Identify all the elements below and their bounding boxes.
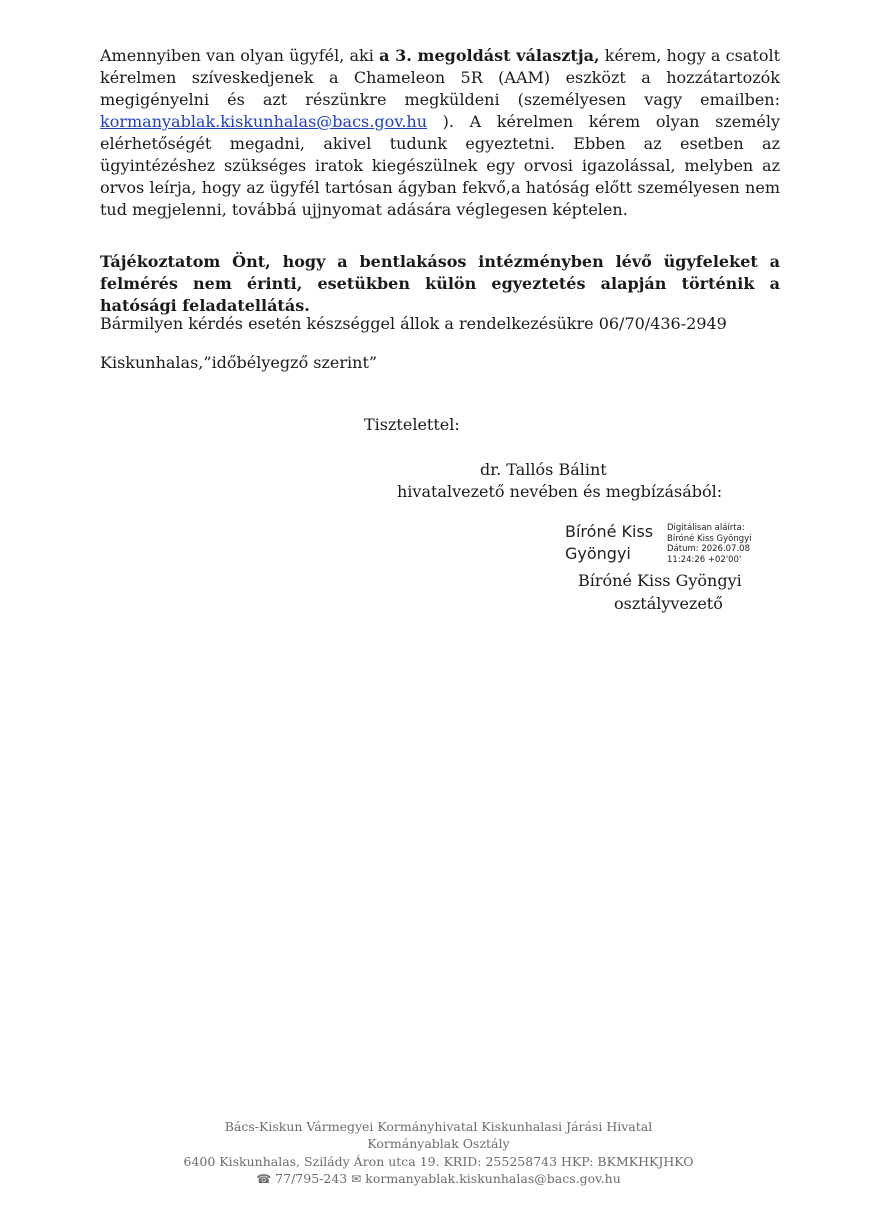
- footer-email: kormanyablak.kiskunhalas@bacs.gov.hu: [365, 1171, 621, 1186]
- sig-name-line2: Gyöngyi: [565, 544, 631, 563]
- signer-title: osztályvezető: [614, 594, 723, 613]
- paragraph-contact: Bármilyen kérdés esetén készséggel állok a rendelkezésükre 06/70/436-2949: [100, 314, 727, 333]
- p1-text-a: Amennyiben van olyan ügyfél, aki: [100, 46, 380, 65]
- signatory-name: dr. Tallós Bálint: [480, 460, 607, 479]
- place-and-date: Kiskunhalas,”időbélyegző szerint”: [100, 353, 378, 372]
- digital-signature-meta: [667, 523, 752, 565]
- p1-text-c: ). A kérelmen kérem olyan személy elérhetőségét megadni, akivel tudunk egyeztetni. Ebben az esetben az ügyintézéshez szükséges iratok kiegészülnek egy orvosi igazolással, melyben az orvos leírja, hogy az ügyfél tartósan ágyban fekvő,a hatóság előtt személyesen nem tud megjelenni, továbbá ujjnyomat adására véglegesen képtelen.: [100, 112, 780, 219]
- footer-address: 6400 Kiskunhalas, Szilády Áron utca 19. KRID: 255258743 HKP: BKMKHKJHKO: [183, 1154, 694, 1169]
- closing-greeting: Tisztelettel:: [364, 415, 460, 434]
- sig-meta-line1: Digitálisan aláírta:: [667, 523, 745, 533]
- mail-icon: ✉: [351, 1172, 362, 1186]
- sig-meta-line3: Dátum: 2026.07.08: [667, 544, 750, 554]
- signer-name: Bíróné Kiss Gyöngyi: [578, 571, 742, 590]
- email-link[interactable]: kormanyablak.kiskunhalas@bacs.gov.hu: [100, 112, 428, 131]
- phone-icon: ☎: [256, 1172, 272, 1186]
- footer-department: Kormányablak Osztály: [367, 1136, 510, 1151]
- paragraph-request: [100, 45, 780, 221]
- footer-phone: 77/795-243: [275, 1171, 348, 1186]
- digital-signature-stamp: [565, 521, 765, 569]
- paragraph-notice: Tájékoztatom Önt, hogy a bentlakásos intézményben lévő ügyfeleket a felmérés nem érinti, esetükben külön egyeztetés alapján történik a hatósági feladatellátás.: [100, 252, 780, 315]
- sig-meta-line4: 11:24:26 +02'00': [667, 554, 742, 565]
- sig-name-line1: Bíróné Kiss: [565, 522, 654, 541]
- p1-bold-option: a 3. megoldást választja,: [379, 46, 600, 65]
- footer-office: Bács-Kiskun Vármegyei Kormányhivatal Kiskunhalasi Járási Hivatal: [224, 1119, 653, 1134]
- digital-signature-name: [565, 521, 653, 565]
- footer-contact: [0, 1170, 877, 1188]
- signatory-capacity: hivatalvezető nevében és megbízásából:: [397, 482, 723, 501]
- sig-meta-line2: Bíróné Kiss Gyöngyi: [667, 533, 752, 544]
- p1-text-b: kérem, hogy a csatolt kérelmen szíveskedjenek a Chameleon 5R (AAM) eszközt a hozzátartozók megigényelni és azt részünkre megküldeni (személyesen vagy emailben:: [100, 46, 780, 109]
